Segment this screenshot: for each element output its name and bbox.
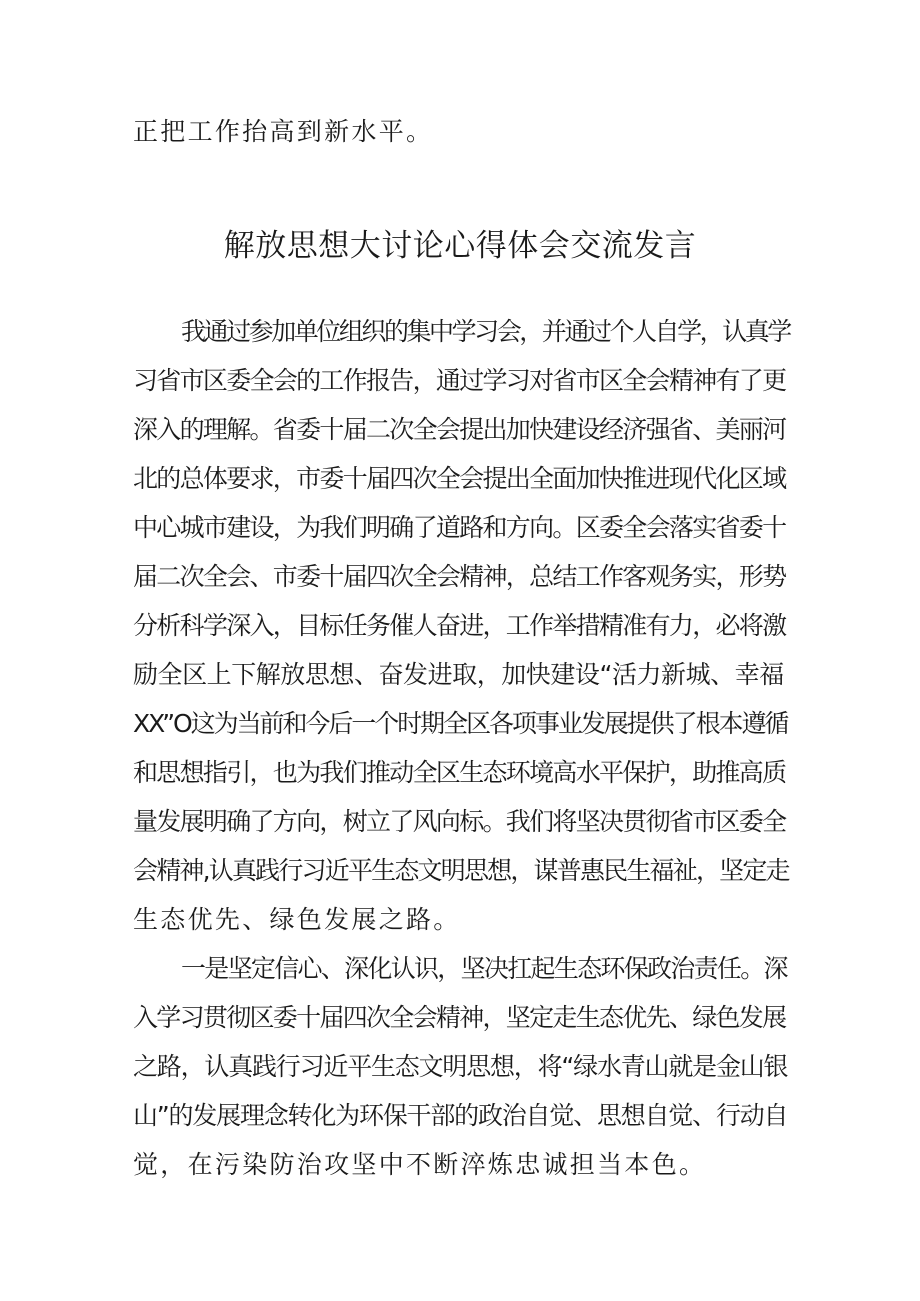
paragraph-line: 励全区上下解放思想、奋发进取，加快建设“活力新城、幸福 [133,660,784,689]
paragraph-line: 生态优先、绿色发展之路。 [133,905,461,934]
paragraph-line: 届二次全会、市委十届四次全会精神，总结工作客观务实，形势 [133,562,786,591]
paragraph-line: 深入的理解。省委十届二次全会提出加快建设经济强省、美丽河 [133,415,786,444]
page-title: 解放思想大讨论心得体会交流发言 [223,228,697,264]
paragraph-line: 和思想指引，也为我们推动全区生态环境高水平保护，助推高质 [133,758,786,787]
paragraph-line: 北的总体要求，市委十届四次全会提出全面加快推进现代化区域 [133,464,786,493]
paragraph-line: XX”O这为当前和今后一个时期全区各项事业发展提供了根本遵循 [133,709,788,738]
paragraph-line: 中心城市建设，为我们明确了道路和方向。区委全会落实省委十 [133,513,786,542]
continuation-line: 正把工作抬高到新水平。 [133,117,434,146]
paragraph-line: 觉，在污染防治攻坚中不断淬炼忠诚担当本色。 [133,1150,707,1179]
paragraph-line: 入学习贯彻区委十届四次全会精神，坚定走生态优先、绿色发展 [133,1003,786,1032]
paragraph-line: 山”的发展理念转化为环保干部的政治自觉、思想自觉、行动自 [133,1101,788,1130]
paragraph-line: 量发展明确了方向，树立了风向标。我们将坚决贯彻省市区委全 [133,807,786,836]
paragraph-line: 一是坚定信心、深化认识，坚决扛起生态环保政治责任。深 [181,954,787,983]
paragraph-line: 之路，认真践行习近平生态文明思想，将“绿水青山就是金山银 [133,1052,788,1081]
paragraph-line: 会精神,认真践行习近平生态文明思想，谋普惠民生福祉，坚定走 [133,856,789,885]
paragraph-line: 习省市区委全会的工作报告，通过学习对省市区全会精神有了更 [133,366,786,395]
paragraph-line: 分析科学深入，目标任务催人奋进，工作举措精准有力，必将激 [133,611,786,640]
paragraph-line: 我通过参加单位组织的集中学习会，并通过个人自学，认真学 [181,317,790,346]
